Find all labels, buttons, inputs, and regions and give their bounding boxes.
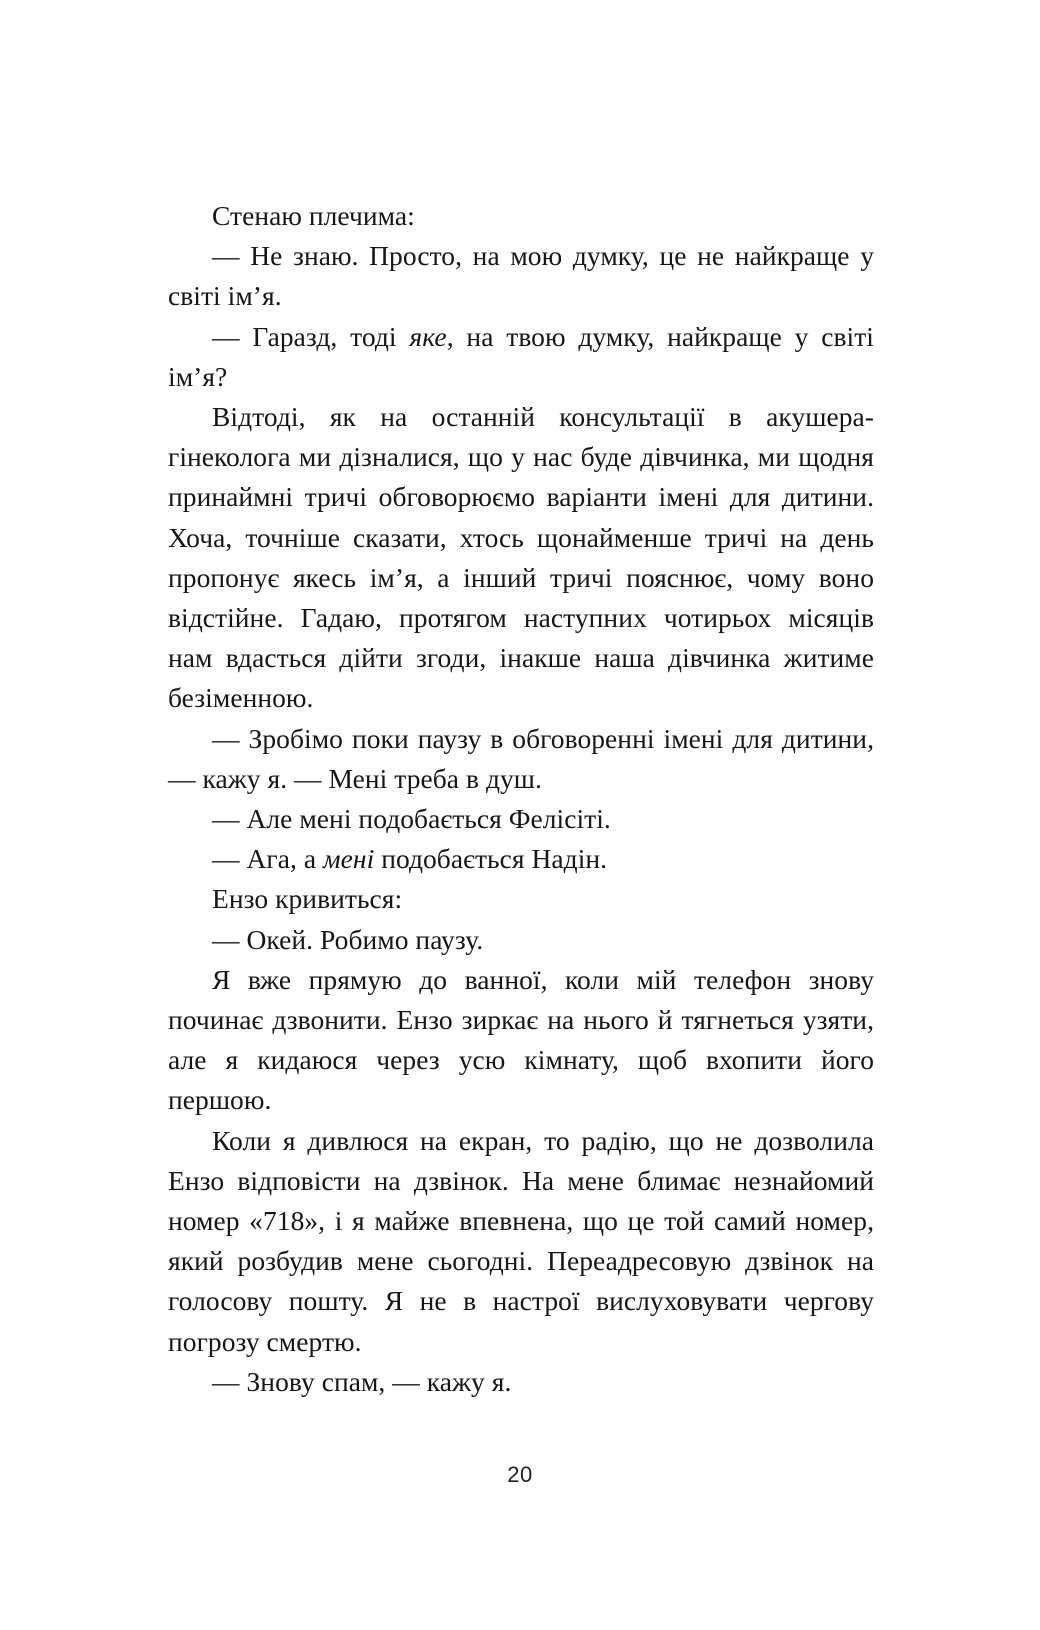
paragraph-11: Коли я дивлюся на екран, то радію, що не дозволила Ензо відповісти на дзвінок. На мене блимає незнайомий номер «718», і я майже впевнена, що це той самий номер, який розбудив мене сьогодні. Переадресовую дзвінок на голосову пошту. Я не в настрої вислуховувати чергову погрозу смертю. <box>168 1124 874 1357</box>
paragraph-7 <box>168 839 874 879</box>
paragraph-3-text-after: , на твою думку, найкраще у світі ім’я? <box>168 320 874 392</box>
paragraph-9: — Окей. Робимо паузу. <box>212 923 484 955</box>
paragraph-6: — Але мені подобається Фелісіті. <box>212 803 611 835</box>
paragraph-7-emphasis: мені <box>323 843 375 875</box>
paragraph-7-text-after: подобається Надін. <box>374 843 608 875</box>
paragraph-3 <box>168 317 874 397</box>
paragraph-1: Стенаю плечима: <box>212 200 415 231</box>
paragraph-7-text-before: — Ага, а <box>212 843 324 875</box>
paragraph-10: Я вже прямую до ванної, коли мій телефон знову починає дзвонити. Ензо зиркає на нього й тягнеться узяти, але я кидаюся через усю кімнату, щоб вхопити його першою. <box>168 963 874 1116</box>
paragraph-2: — Не знаю. Просто, на мою думку, це не найкраще у світі ім’я. <box>168 240 874 312</box>
paragraph-5: — Зробімо поки паузу в обговоренні імені для дитини, — кажу я. — Мені треба в душ. <box>168 722 874 794</box>
paragraph-4: Відтоді, як на останній консультації в акушера-гінеколога ми дізналися, що у нас буде дівчинка, ми щодня принаймні тричі обговорюємо варіанти імені для дитини. Хоча, точніше сказати, хтось щонайменше тричі на день пропонує якесь ім’я, а інший тричі пояснює, чому воно відстійне. Гадаю, протягом наступних чотирьох місяців нам вдасться дійти згоди, інакше наша дівчинка житиме безіменною. <box>168 401 874 714</box>
page-text-block <box>168 196 874 1402</box>
paragraph-8: Ензо кривиться: <box>212 883 403 915</box>
paragraph-3-emphasis: яке <box>409 320 447 352</box>
page-number: 20 <box>507 1462 533 1487</box>
paragraph-12: — Знову спам, — кажу я. <box>212 1365 512 1397</box>
paragraph-3-text-before: — Гаразд, тоді <box>212 320 410 352</box>
